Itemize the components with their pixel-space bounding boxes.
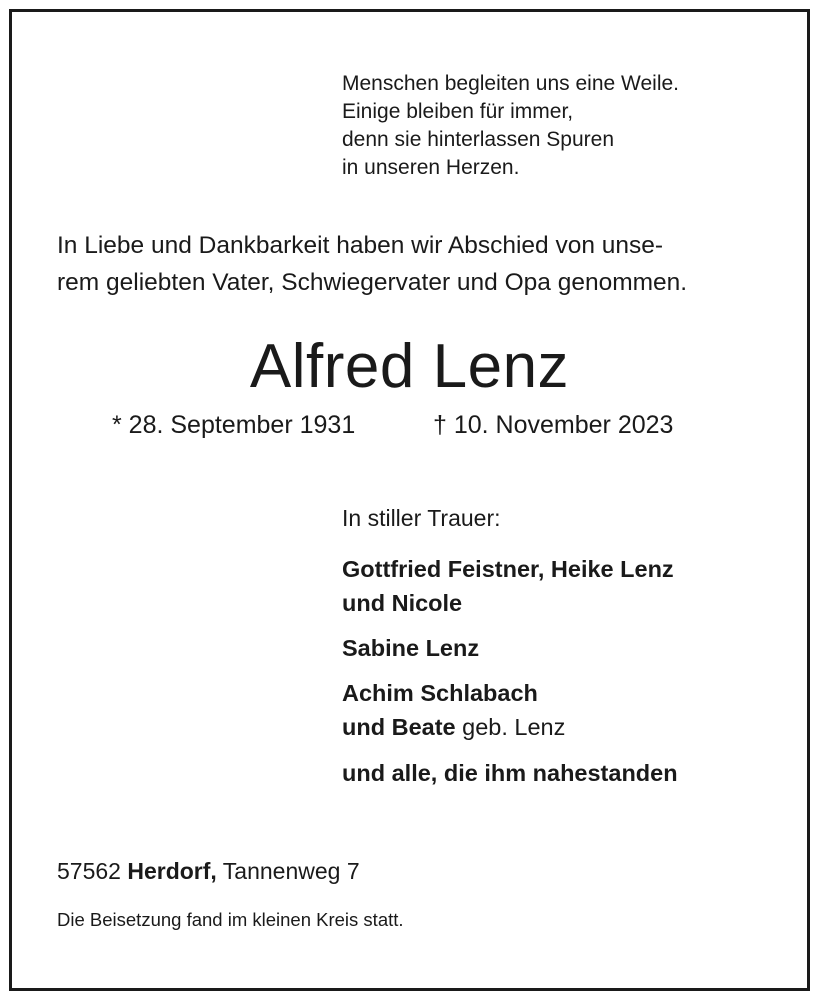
birth-date: * 28. September 1931 (112, 411, 356, 439)
mourner-group-1 (342, 552, 674, 620)
mourner-name: und alle, die ihm nahestanden (342, 760, 678, 786)
intro-line: In Liebe und Dankbarkeit haben wir Abschied von unse- (57, 232, 664, 259)
mourner-name: Sabine Lenz (342, 635, 480, 661)
street: Tannenweg 7 (216, 858, 360, 884)
mourner-name: und Beate (342, 714, 456, 740)
poem (342, 70, 679, 182)
family-address (57, 855, 360, 887)
poem-line: Einige bleiben für immer, (342, 100, 574, 123)
mourner-group-3 (342, 676, 565, 744)
postal-code: 57562 (57, 858, 128, 884)
death-date: † 10. November 2023 (433, 411, 674, 439)
poem-line: Menschen begleiten uns eine Weile. (342, 72, 679, 95)
poem-line: in unseren Herzen. (342, 156, 520, 179)
mourner-group-4 (342, 756, 678, 790)
mourner-name: Achim Schlabach (342, 680, 538, 706)
city: Herdorf, (127, 858, 217, 884)
maiden-name: geb. Lenz (455, 714, 566, 740)
burial-note: Die Beisetzung fand im kleinen Kreis statt. (57, 909, 404, 930)
mourner-name: Gottfried Feistner, Heike Lenz (342, 556, 674, 582)
intro-text (57, 227, 687, 301)
deceased-name: Alfred Lenz (249, 332, 570, 401)
mourner-name: und Nicole (342, 590, 463, 616)
intro-line: rem geliebten Vater, Schwiegervater und Opa genommen. (57, 269, 688, 296)
mourner-group-2 (342, 631, 479, 665)
mourners-label: In stiller Trauer: (342, 505, 501, 531)
poem-line: denn sie hinterlassen Spuren (342, 128, 615, 151)
